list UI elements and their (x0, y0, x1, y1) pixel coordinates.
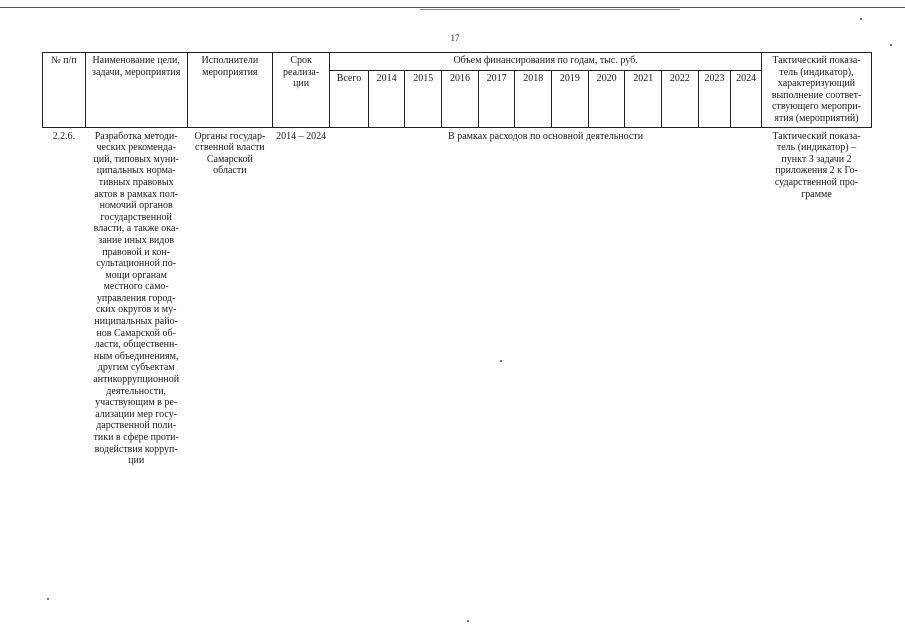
row-num: 2.2.6. (52, 130, 76, 142)
row-financing: В рамках расходов по основной деятельности (448, 130, 644, 142)
scan-speck (500, 360, 502, 362)
header-year: 2015 (405, 70, 442, 127)
header-year: 2023 (698, 70, 731, 127)
header-year: 2017 (478, 70, 515, 127)
header-year: 2014 (368, 70, 405, 127)
row-executors: Органы государ-ственной власти Самарской области (194, 130, 266, 177)
header-executors: Исполнители мероприятия (187, 53, 273, 128)
header-financing: Объем финансирования по годам, тыс. руб. (330, 53, 762, 71)
header-year: 2020 (588, 70, 625, 127)
row-name: Разработка методи-ческих рекоменда-ций, типовых муни-ципальных норма-тивных правовых актов в рамках пол-номочий органов государственной власти, а также ока-зание иных видов правовой и кон-сультационной по-мощи органам местного само-управления город-ских округов и му-ниципальных райо-нов Самарской об-ласти, общественн-ным объединениям, другим субъектам антикоррупционной деятельности, участвующим в ре-ализации мер госу-дарственной поли-тики в сфере проти-водействия корруп-ции (93, 130, 180, 467)
scan-edge-line (420, 9, 680, 10)
header-year: 2018 (515, 70, 552, 127)
page-number: 17 (450, 33, 460, 43)
header-year: 2021 (625, 70, 662, 127)
header-year: 2019 (552, 70, 589, 127)
scan-speck (860, 18, 862, 20)
header-year: 2024 (731, 70, 762, 127)
header-num: № п/п (43, 53, 86, 128)
table-row (43, 127, 872, 469)
header-indicator: Тактический показа-тель (индикатор), характеризующий выполнение соответ-ствующего меропри-ятия (мероприятий) (762, 53, 872, 128)
row-indicator: Тактический показа-тель (индикатор) – пункт 3 задачи 2 приложения 2 к Го-сударственной про-грамме (772, 130, 861, 200)
measures-table (42, 52, 872, 469)
header-year: 2016 (442, 70, 479, 127)
scan-speck (47, 598, 49, 600)
row-period: 2014 – 2024 (276, 130, 327, 142)
header-total: Всего (330, 70, 369, 127)
header-name: Наименование цели, задачи, мероприятия (85, 53, 187, 128)
scan-speck (890, 44, 892, 46)
scan-edge-line (0, 7, 905, 8)
scan-speck (467, 620, 469, 622)
header-period: Срок реализа-ции (273, 53, 330, 128)
header-year: 2022 (662, 70, 699, 127)
